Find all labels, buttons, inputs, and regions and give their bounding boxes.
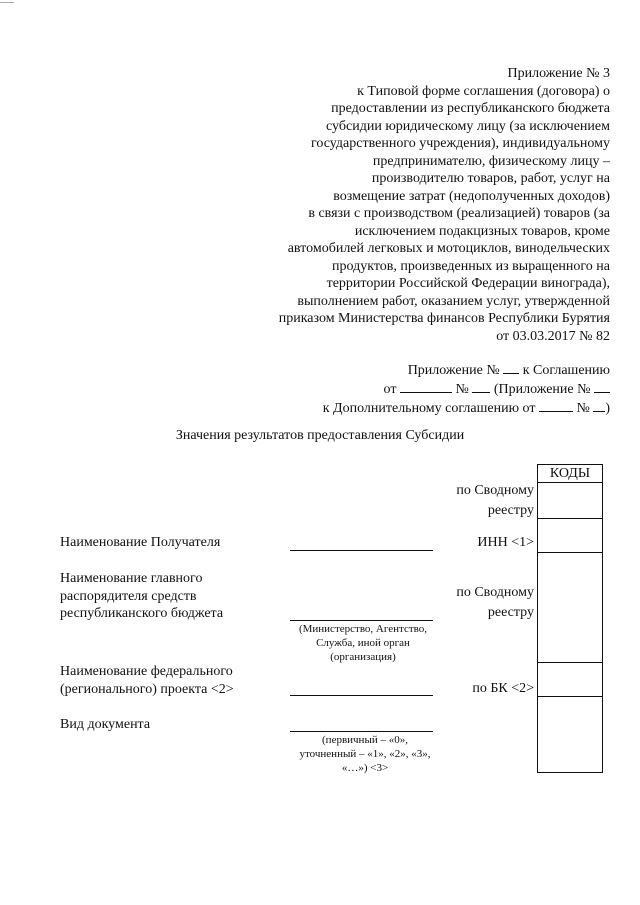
annex-number-label: Приложение № bbox=[407, 363, 500, 378]
supplementary-agreement-label: к Дополнительному соглашению от bbox=[322, 401, 536, 416]
project-label-line-1: Наименование федерального bbox=[60, 664, 233, 679]
svodny-reestr-label-2 bbox=[414, 583, 534, 623]
code-cell-inn[interactable] bbox=[538, 519, 603, 553]
appendix-header-line: возмещение затрат (недополученных доходов) bbox=[333, 188, 610, 204]
appendix-header-line: продуктов, произведенных из выращенного на bbox=[331, 258, 610, 274]
project-name-field[interactable] bbox=[290, 695, 433, 696]
appendix-header-line: приказом Министерства финансов Республики Бурятия bbox=[278, 311, 610, 326]
svodny-reestr-label-1-line-1: по Сводному bbox=[456, 483, 534, 498]
grbs-hint-line-1: (Министерство, Агентство, bbox=[298, 623, 428, 635]
to-agreement-label: к Соглашению bbox=[522, 363, 610, 378]
recipient-name-field[interactable] bbox=[290, 550, 433, 551]
grbs-label bbox=[60, 570, 223, 623]
svodny-reestr-label-2-line-2: реестру bbox=[487, 605, 534, 620]
agreement-date-blank[interactable] bbox=[400, 380, 452, 393]
appendix-header-line: исключением подакцизных товаров, кроме bbox=[354, 223, 610, 239]
codes-table bbox=[537, 464, 603, 773]
grbs-label-line-3: республиканского бюджета bbox=[60, 606, 224, 621]
supplementary-date-blank[interactable] bbox=[539, 399, 573, 412]
supplementary-number-blank[interactable] bbox=[593, 399, 605, 412]
agreement-number-blank[interactable] bbox=[472, 380, 490, 393]
svodny-reestr-label-1 bbox=[414, 481, 534, 521]
inn-label: ИНН <1> bbox=[477, 535, 534, 550]
doc-type-hint-line-1: (первичный – «0», bbox=[322, 734, 408, 746]
appendix-header-line: выполнением работ, оказанием услуг, утвержденной bbox=[297, 293, 610, 309]
grbs-hint-line-3: (организация) bbox=[330, 651, 396, 663]
appendix-header-line: территории Российской Федерации винограда), bbox=[326, 276, 610, 291]
svodny-reestr-label-1-line-2: реестру bbox=[487, 503, 534, 518]
scan-corner-mark bbox=[0, 2, 14, 3]
grbs-hint bbox=[283, 622, 443, 664]
grbs-hint-line-2: Служба, иной орган bbox=[316, 637, 410, 649]
recipient-label: Наименование Получателя bbox=[60, 535, 221, 550]
svodny-reestr-label-2-line-1: по Сводному bbox=[456, 585, 534, 600]
doc-type-label: Вид документа bbox=[60, 717, 151, 732]
doc-type-hint-line-2: уточненный – «1», «2», «3», bbox=[299, 748, 431, 760]
annex-ref-line-3 bbox=[270, 399, 610, 418]
number-label: № bbox=[455, 382, 469, 397]
document-title: Значения результатов предоставления Субсидии bbox=[175, 428, 465, 443]
po-bk-label: по БК <2> bbox=[472, 681, 534, 696]
project-label-line-2: (регионального) проекта <2> bbox=[60, 681, 234, 697]
appendix-header-line: предпринимателю, физическому лицу – bbox=[372, 153, 610, 169]
appendix-header bbox=[230, 65, 610, 345]
code-cell-svodny-reestr-1[interactable] bbox=[538, 483, 603, 519]
appendix-header-line: производителю товаров, работ, услуг на bbox=[371, 171, 610, 186]
doc-type-hint-line-3: «…») <3> bbox=[341, 762, 389, 774]
appendix-header-line: от 03.03.2017 № 82 bbox=[496, 328, 610, 344]
appendix-header-line: Приложение № 3 bbox=[507, 66, 610, 81]
annex-reference bbox=[270, 361, 610, 418]
appendix-header-line: предоставлении из республиканского бюджета bbox=[331, 101, 610, 116]
appendix-header-line: субсидии юридическому лицу (за исключением bbox=[326, 118, 610, 134]
appendix-header-line: в связи с производством (реализацией) товаров (за bbox=[308, 206, 610, 221]
from-label: от bbox=[383, 382, 397, 397]
annex-number-blank[interactable] bbox=[503, 361, 519, 374]
appendix-header-line: к Типовой форме соглашения (договора) о bbox=[357, 83, 610, 99]
closing-paren: ) bbox=[605, 401, 610, 416]
appendix-header-line: государственного учреждения), индивидуальному bbox=[311, 136, 610, 151]
code-cell-doc-type[interactable] bbox=[538, 697, 603, 773]
number-label: № bbox=[576, 401, 590, 416]
code-cell-svodny-reestr-2[interactable] bbox=[538, 553, 603, 663]
annex-ref-line-1 bbox=[270, 361, 610, 380]
appendix-header-line: автомобилей легковых и мотоциклов, винодельческих bbox=[287, 241, 610, 256]
grbs-label-line-2: распорядителя средств bbox=[60, 588, 197, 604]
code-cell-po-bk[interactable] bbox=[538, 663, 603, 697]
codes-header: КОДЫ bbox=[538, 465, 603, 483]
grbs-label-line-1: Наименование главного bbox=[60, 571, 203, 586]
appendix-number-blank[interactable] bbox=[594, 380, 610, 393]
annex-ref-line-2 bbox=[270, 380, 610, 399]
appendix-number-label: (Приложение № bbox=[493, 382, 591, 397]
project-label bbox=[60, 663, 234, 698]
grbs-name-field[interactable] bbox=[290, 620, 433, 621]
doc-type-field[interactable] bbox=[290, 731, 433, 732]
doc-type-hint bbox=[280, 733, 450, 775]
